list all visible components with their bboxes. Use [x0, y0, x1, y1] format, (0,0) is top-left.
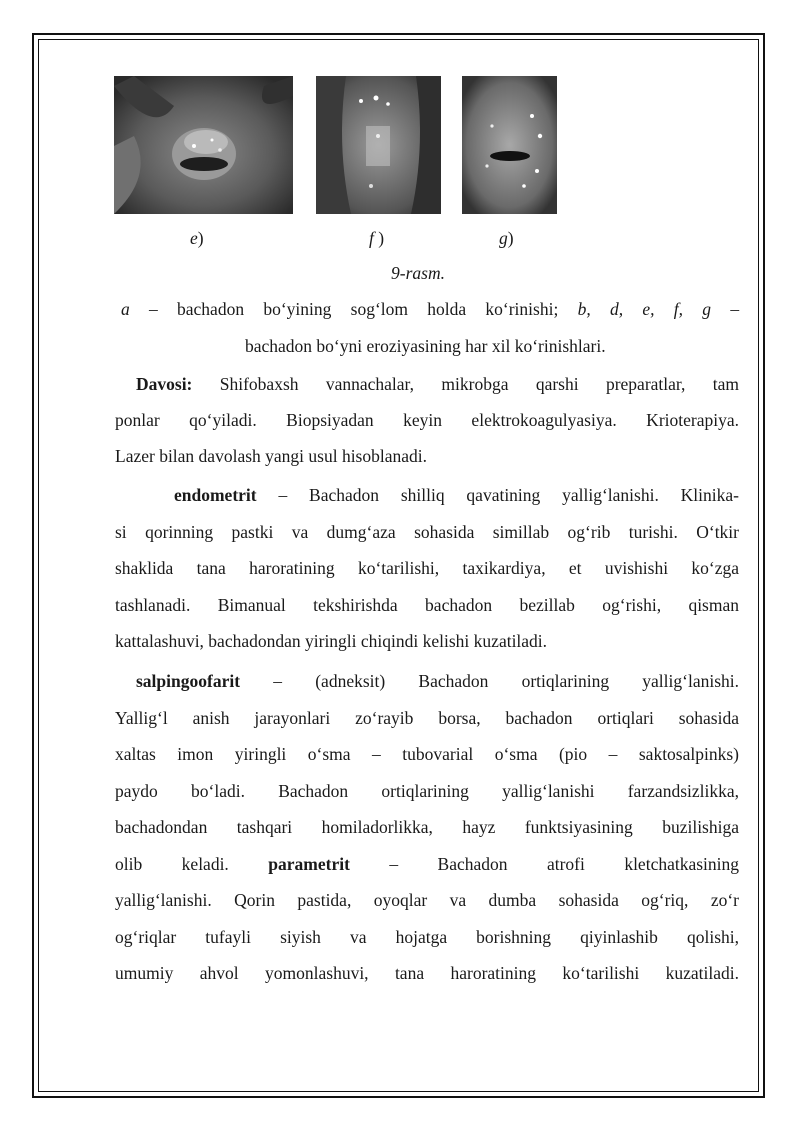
endometrit-line5: kattalashuvi, bachadondan yiringli chiqindi kelishi kuzatiladi. [115, 631, 548, 651]
photo-label-f: f ) [369, 228, 385, 248]
endometrit-line2: si qorinning pastki va dumg‘aza sohasida simillab og‘rib turishi. O‘tkir [115, 522, 739, 542]
salpingoofarit-line4: paydo bo‘ladi. Bachadon ortiqlarining yallig‘lanishi farzandsizlikka, [115, 781, 739, 801]
davosi-line3: Lazer bilan davolash yangi usul hisoblanadi. [115, 446, 428, 466]
salpingoofarit-line6: olib keladi. parametrit – Bachadon atrofi kletchatkasining [115, 854, 740, 874]
cervix-photo-e [114, 76, 293, 214]
endometrit-line1: endometrit – Bachadon shilliq qavatining yallig‘lanishi. Klinika- [174, 485, 739, 505]
cervix-photo-g [462, 76, 557, 214]
figure-caption-line2: bachadon bo‘yni eroziyasining har xil ko‘rinishlari. [245, 336, 606, 356]
photo-label-e: e) [190, 228, 204, 248]
figure-caption-line1: a – bachadon bo‘yining sog‘lom holda ko‘rinishi; b, d, e, f, g – [121, 299, 740, 319]
photo-label-g: g) [499, 228, 514, 248]
figure-number: 9-rasm. [391, 263, 445, 283]
salpingoofarit-line7: yallig‘lanishi. Qorin pastida, oyoqlar va dumba sohasida og‘riq, zo‘r [115, 890, 739, 910]
salpingoofarit-line9: umumiy ahvol yomonlashuvi, tana haroratining ko‘tarilishi kuzatiladi. [115, 963, 739, 983]
salpingoofarit-line1: salpingoofarit – (adneksit) Bachadon ortiqlarining yallig‘lanishi. [136, 671, 740, 691]
endometrit-line3: shaklida tana haroratining ko‘tarilishi, taxikardiya, et uvishishi ko‘zga [115, 558, 739, 578]
salpingoofarit-line2: Yallig‘l anish jarayonlari zo‘rayib borsa, bachadon ortiqlari sohasida [115, 708, 739, 728]
salpingoofarit-line5: bachadondan tashqari homiladorlikka, hayz funktsiyasining buzilishiga [115, 817, 739, 837]
salpingoofarit-line3: xaltas imon yiringli o‘sma – tubovarial o‘sma (pio – saktosalpinks) [115, 744, 739, 764]
davosi-line1: Davosi: Shifobaxsh vannachalar, mikrobga qarshi preparatlar, tam [136, 374, 740, 394]
endometrit-line4: tashlanadi. Bimanual tekshirishda bachadon bezillab og‘rishi, qisman [115, 595, 739, 615]
salpingoofarit-line8: og‘riqlar tufayli siyish va hojatga borishning qiyinlashib qolishi, [115, 927, 739, 947]
davosi-line2: ponlar qo‘yiladi. Biopsiyadan keyin elektrokoagulyasiya. Krioterapiya. [115, 410, 739, 430]
cervix-photo-f [316, 76, 441, 214]
